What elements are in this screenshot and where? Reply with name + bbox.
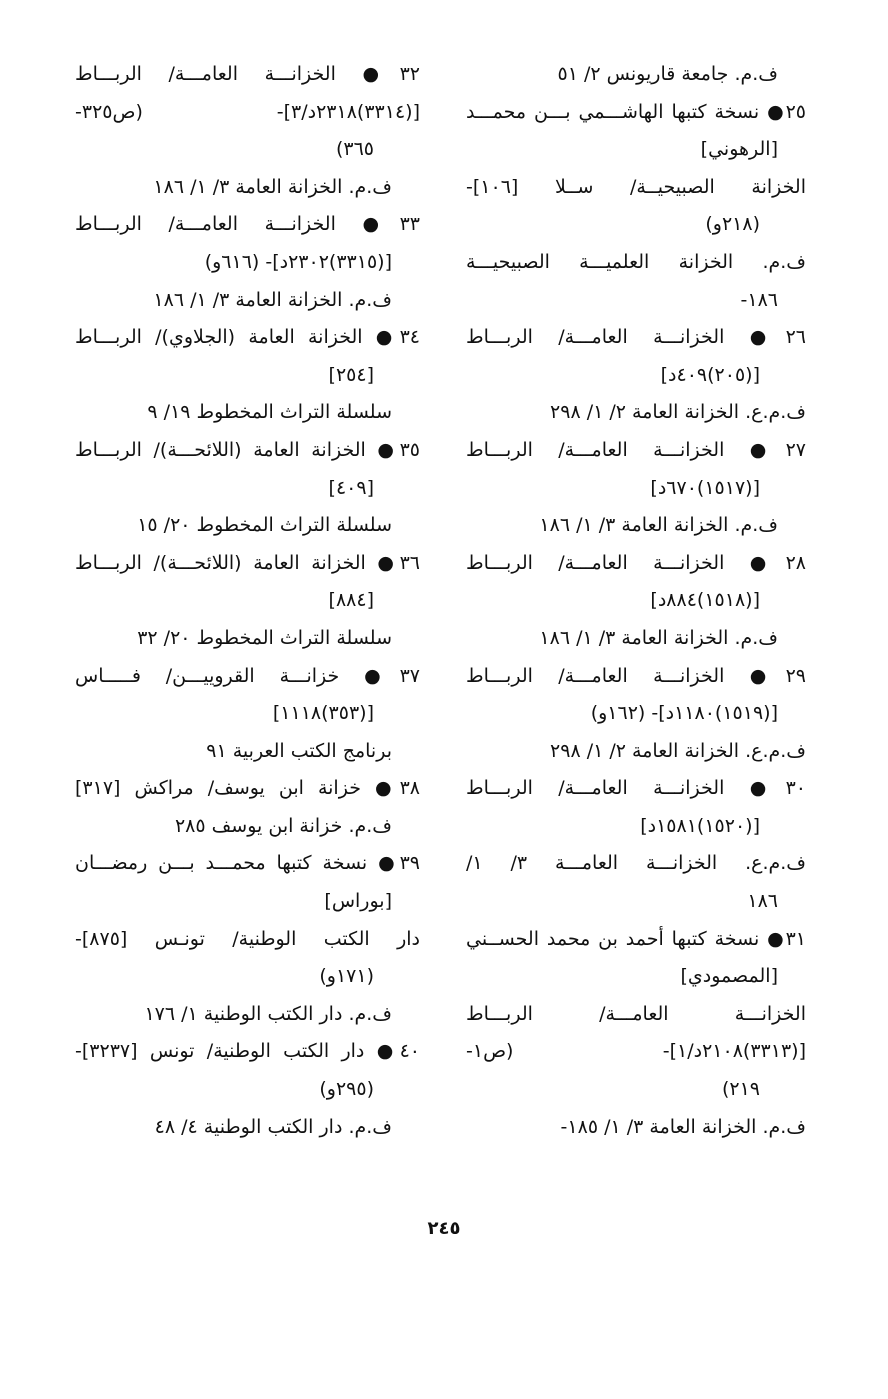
text-line: [٢٥٤] — [328, 363, 374, 386]
text-line: [(٢٠٥)٤٠٩د] — [660, 363, 760, 386]
text-line: ف.م. الخزانة العامة ٣/ ١/ ١٨٥- — [560, 1115, 806, 1138]
text-line: [(٣٣١٥)٢٣٠٢د]- (٦١٦و) — [204, 250, 392, 273]
text-line: ف.م. جامعة قاريونس ٢/ ٥١ — [557, 63, 778, 85]
text-line: ف.م. الخزانة العلميـــة الصبيحيـــة — [466, 250, 806, 273]
text-line: ٣٦● الخزانة العامة (اللائحـــة)/ الربـــاط — [75, 551, 420, 574]
right-column — [466, 56, 806, 1146]
text-line: دار الكتب الوطنية/ تونـس [٨٧٥]- — [75, 927, 420, 950]
text-line: [المصمودي] — [680, 965, 778, 988]
text-line: ٣٩● نسخة كتبها محمـــد بـــن رمضـــان — [75, 852, 420, 875]
text-line: [(١٥٢٠)١٥٨١د] — [640, 814, 760, 837]
text-line: (٢١٨و) — [705, 213, 760, 236]
text-line: ف.م.ع. الخزانة العامة ٢/ ١/ ٢٩٨ — [550, 401, 806, 424]
text-line: ف.م. الخزانة العامة ٣/ ١/ ١٨٦ — [539, 514, 778, 537]
text-line: [٤٠٩] — [328, 476, 374, 499]
text-line: ف.م. الخزانة العامة ٣/ ١/ ١٨٦ — [153, 175, 392, 198]
text-line: ف.م.ع. الخزانـــة العامـــة ٣/ ١/ — [466, 852, 806, 875]
text-line: ٣٣● الخزانـــة العامـــة/ الربـــاط — [75, 213, 420, 236]
text-line: ٢٨● الخزانـــة العامـــة/ الربـــاط — [466, 551, 806, 574]
text-line: [بوراس] — [324, 890, 392, 913]
text-line: ٣١● نسخة كتبها أحمد بن محمد الحســني — [466, 927, 806, 950]
text-line: ٢٥● نسخة كتبها الهاشـــمي بـــن محمـــد — [466, 100, 806, 123]
text-line: [(٣٣١٣)٢١٠٨د/١]- (ص١- — [466, 1040, 806, 1063]
text-line: ٣٤● الخزانة العامة (الجلاوي)/ الربـــاط — [75, 326, 420, 349]
text-line: ٤٠● دار الكتب الوطنية/ تونس [٣٢٣٧]- — [75, 1040, 420, 1063]
text-line: [٨٨٤] — [328, 589, 374, 612]
text-line: ٢٦● الخزانـــة العامـــة/ الربـــاط — [466, 326, 806, 349]
text-line: ٣٢● الخزانـــة العامـــة/ الربـــاط — [75, 63, 420, 85]
text-line: الخزانـــة العامـــة/ الربـــاط — [466, 1002, 806, 1025]
text-line: (١٧١و) — [319, 965, 374, 988]
page-number: ٢٤٥ — [427, 1218, 461, 1239]
text-line: [(١٥١٧)٦٧٠د] — [650, 476, 760, 499]
text-line: [(١٥١٨)٨٨٤د] — [650, 589, 760, 612]
text-line: الخزانة الصبيحيــة/ ســلا [١٠٦]- — [466, 175, 806, 198]
text-line: سلسلة التراث المخطوط ١٩/ ٩ — [147, 401, 392, 424]
text-line: ف.م. دار الكتب الوطنية ١/ ١٧٦ — [144, 1002, 392, 1025]
text-line: ٣٨● خزانة ابن يوسف/ مراكش [٣١٧] — [75, 777, 420, 800]
text-line: ٣٦٥) — [335, 138, 374, 161]
text-line: ف.م.ع. الخزانة العامة ٢/ ١/ ٢٩٨ — [550, 739, 806, 762]
text-line: ٣٧● خزانـــة القروييـــن/ فـــــاس — [75, 664, 420, 687]
text-line: [الرهوني] — [700, 138, 778, 161]
left-column — [75, 56, 420, 1146]
text-line: [(٣٣١٤)٢٣١٨د/٣]- (ص٣٢٥- — [75, 100, 420, 123]
text-line: ف.م. دار الكتب الوطنية ٤/ ٤٨ — [154, 1115, 392, 1138]
text-line: ٢٧● الخزانـــة العامـــة/ الربـــاط — [466, 438, 806, 461]
text-line: ف.م. الخزانة العامة ٣/ ١/ ١٨٦ — [153, 288, 392, 311]
text-line: ف.م. الخزانة العامة ٣/ ١/ ١٨٦ — [539, 626, 778, 649]
text-line: ٣٠● الخزانـــة العامـــة/ الربـــاط — [466, 777, 806, 800]
text-line: برنامج الكتب العربية ٩١ — [206, 739, 392, 762]
text-line: ٢١٩) — [721, 1078, 760, 1101]
text-line: [(٣٥٣)١١١٨] — [272, 702, 374, 725]
text-line: سلسلة التراث المخطوط ٢٠/ ٣٢ — [137, 626, 392, 649]
text-line: ١٨٦- — [740, 288, 778, 311]
text-line: ٢٩● الخزانـــة العامـــة/ الربـــاط — [466, 664, 806, 687]
text-line: [(١٥١٩)١١٨٠د]- (١٦٢و) — [590, 702, 778, 725]
text-line: ف.م. خزانة ابن يوسف ٢٨٥ — [174, 814, 392, 837]
text-line: ٣٥● الخزانة العامة (اللائحـــة)/ الربـــاط — [75, 438, 420, 461]
text-line: سلسلة التراث المخطوط ٢٠/ ١٥ — [137, 514, 392, 537]
text-line: ١٨٦ — [747, 890, 778, 913]
text-line: (٢٩٥و) — [319, 1078, 374, 1101]
